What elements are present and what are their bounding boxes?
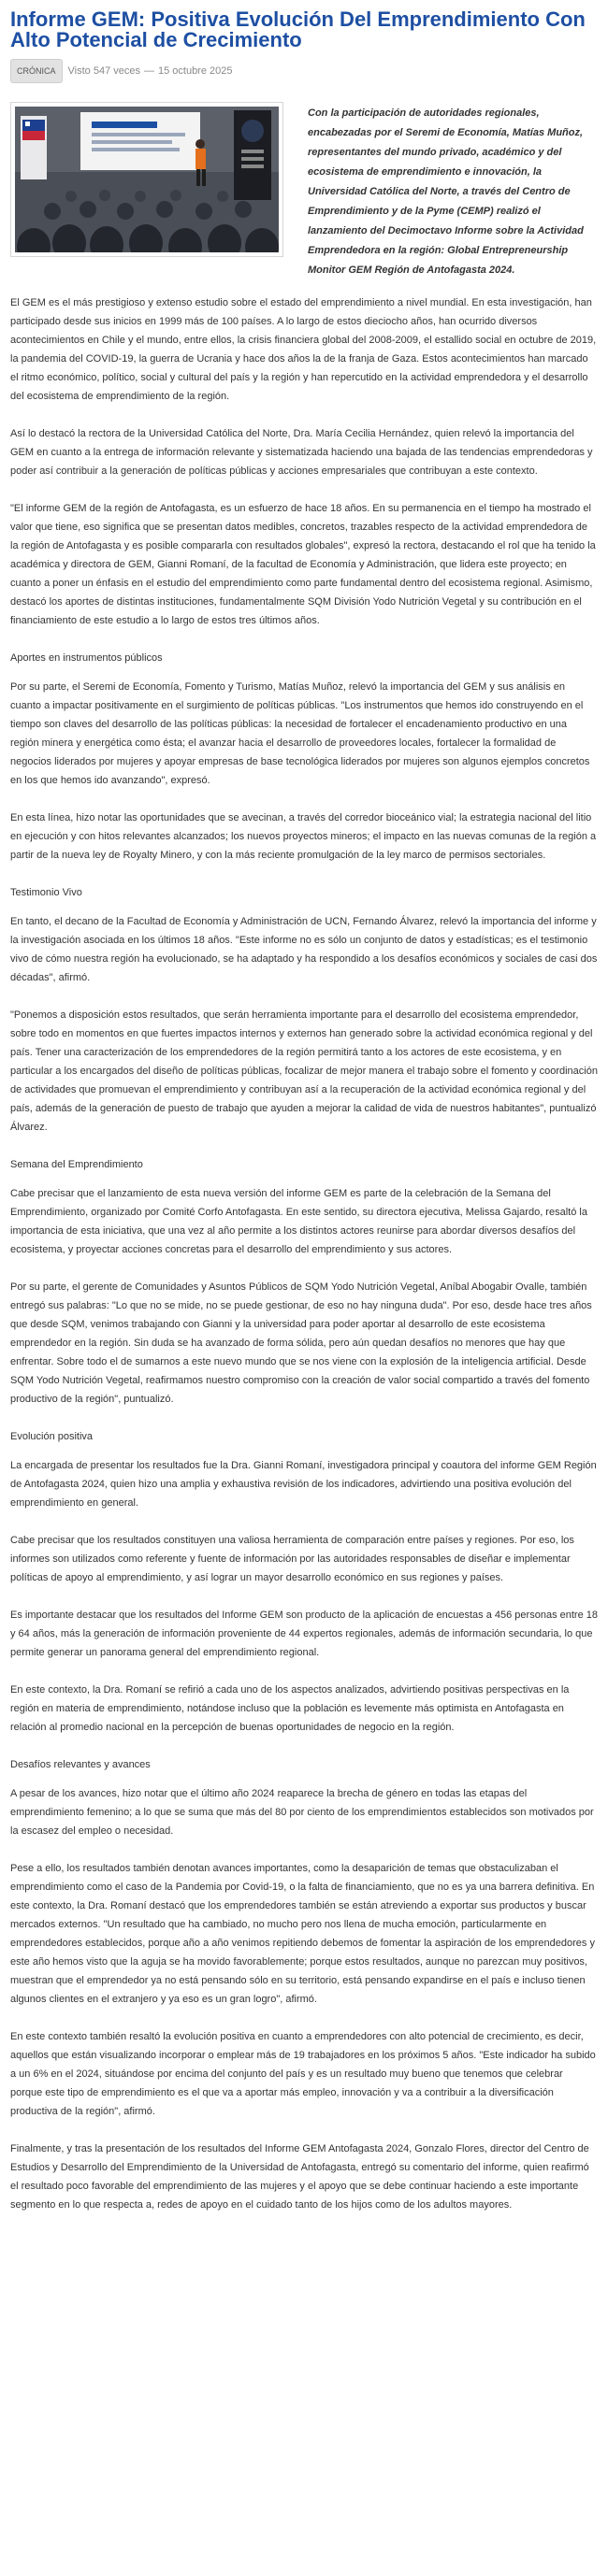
article-title: Informe GEM: Positiva Evolución Del Emprendimiento Con Alto Potencial de Crecimiento [10,7,586,51]
paragraph: En tanto, el decano de la Facultad de Economía y Administración de UCN, Fernando Álvarez, relevó la importancia del informe y la investigación asociada en los últimos 18 años. "Este informe no es sólo un conjunto de datos y estadísticas; es el testimonio vivo de cómo nuestra región ha evolucionado, se ha adaptado y ha respondido a los desafíos económicos y sociales de casi dos décadas", afirmó. [10,916,598,983]
publish-date: 15 octubre 2025 [157,65,233,77]
section-heading: Aportes en instrumentos públicos [10,652,163,664]
paragraph: Finalmente, y tras la presentación de los resultados del Informe GEM Antofagasta 2024, Gonzalo Flores, director del Centro de Estudios y Desarrollo del Emprendimiento de la Universidad de Antofagasta, entregó su comentario del informe, quien reafirmó el resultado poco favorable del emprendimiento de las mujeres y el apoyo que se debe continuar haciendo a este importante segmento en lo que respecta a, redes de apoyo en el cuidado tanto de los hijos como de los adultos mayores. [10,2143,589,2211]
section-heading: Desafíos relevantes y avances [10,1759,151,1770]
paragraph: Cabe precisar que los resultados constituyen una valiosa herramienta de comparación entre países y regiones. Por eso, los informes son utilizados como referente y fuente de información por las autoridades responsables de diseñar e implementar políticas de apoyo al emprendimiento, y así lograr un mayor desarrollo económico en sus regiones y países. [10,1535,574,1583]
paragraph: Por su parte, el Seremi de Economía, Fomento y Turismo, Matías Muñoz, relevó la importancia del GEM y sus análisis en cuanto a impactar positivamente en el surgimiento de políticas públicas. "Los instrumentos que hemos ido construyendo en el tiempo son claves del desarrollo de las políticas públicas: la necesidad de fortalecer el encadenamiento productivo en una región minera y energética como ésta; el avanzar hacia el desarrollo de proveedores locales, fortalecer la formalidad de negocios liderados por mujeres y apoyar empresas de base tecnológica liderados por mujeres son algunos ejemplos concretos en los que hemos ido avanzando", expresó. [10,681,590,786]
article-lead: Con la participación de autoridades regionales, encabezadas por el Seremi de Economía, Matías Muñoz, representantes del mundo privado, académico y del ecosistema de emprendimiento e innovación, la Universidad Católica del Norte, a través del Centro de Emprendimiento y de la Pyme (CEMP) realizó el lanzamiento del Decimoctavo Informe sobre la Actividad Emprendedora en la región: Global Entrepreneurship Monitor GEM Región de Antofagasta 2024. [308,107,584,276]
section-heading: Evolución positiva [10,1431,94,1442]
meta-separator: — [143,65,154,77]
paragraph: "Ponemos a disposición estos resultados, que serán herramienta importante para el desarrollo del ecosistema emprendedor, sobre todo en momentos en que fuertes impactos internos y externos han generado sobre la actividad económica regional y del país. Tener una caracterización de los emprendedores de la región permitirá tanto a los actores de este ecosistema, y en particular a los encargados del diseño de políticas públicas, focalizar de mejor manera el trabajo sobre el fomento y coordinación de actividades que promuevan el emprendimiento y contribuyan así a la recuperación de la actividad económica regional y del país, además de la generación de puesto de trabajo que ayuden a mejorar la calidad de vida de nuestros habitantes", puntualizó Álvarez. [10,1009,598,1133]
paragraph: "El informe GEM de la región de Antofagasta, es un esfuerzo de hace 18 años. En su permanencia en el tiempo ha mostrado el valor que tiene, eso significa que se presentan datos medibles, concretos, trazables respecto de la actividad emprendedora de la región de Antofagasta y es posible compararla con resultados globales", expresó la rectora, destacando el rol que ha tenido la académica y directora de GEM, Gianni Romaní, de la facultad de Economía y Administración, que lidera este proyecto; en cuanto a poner un énfasis en el estudio del emprendimiento como parte fundamental dentro del ecosistema regional. Asimismo, destacó los aportes de distintas instituciones, fundamentalmente SQM División Yodo Nutrición Vegetal y su contribución en el financiamiento de este estudio a lo largo de estos tres últimos años. [10,503,596,626]
section-heading: Testimonio Vivo [10,887,82,898]
paragraph: Así lo destacó la rectora de la Universidad Católica del Norte, Dra. María Cecilia Hernández, quien relevó la importancia del GEM en cuanto a la entrega de información relevante y sistematizada haciendo una bajada de las tendencias emprendedoras y poder así contribuir a la generación de políticas públicas y acciones empresariales que contribuyan a este contexto. [10,428,593,477]
paragraph: En este contexto, la Dra. Romaní se refirió a cada uno de los aspectos analizados, advirtiendo positivas perspectivas en la región en materia de emprendimiento, notándose incluso que la población es levemente más optimista en Antofagasta en relación al promedio nacional en la percepción de buenas oportunidades de negocio en la región. [10,1684,570,1733]
paragraph: A pesar de los avances, hizo notar que el último año 2024 reaparece la brecha de género en todas las etapas del emprendimiento femenino; a lo que se suma que más del 80 por ciento de los emprendimientos establecidos son motivados por la escasez del empleo o necesidad. [10,1788,594,1837]
category-badge[interactable]: CRÓNICA [10,59,63,83]
view-count: Visto 547 veces [67,65,140,77]
paragraph: Cabe precisar que el lanzamiento de esta nueva versión del informe GEM es parte de la celebración de la Semana del Emprendimiento, organizado por Comité Corfo Antofagasta. En este sentido, su directora ejecutiva, Melissa Gajardo, resaltó la importancia de esta iniciativa, que una vez al año permite a los distintos actores reunirse para abordar diversos desafíos del ecosistema, y proyectar acciones concretas para el desarrollo del emprendimiento y sus actores. [10,1188,587,1255]
paragraph: La encargada de presentar los resultados fue la Dra. Gianni Romaní, investigadora principal y coautora del informe GEM Región de Antofagasta 2024, quien hizo una amplia y exhaustiva revisión de los indicadores, advirtiendo una positiva evolución del emprendimiento en general. [10,1460,597,1509]
paragraph: El GEM es el más prestigioso y extenso estudio sobre el estado del emprendimiento a nivel mundial. En esta investigación, han participado desde sus inicios en 1999 más de 100 países. A lo largo de estos dieciocho años, han ocurrido diversos acontecimientos en Chile y el mundo, entre ellos, la crisis financiera global del 2008-2009, el estallido social en octubre de 2019, la pandemia del COVID-19, la guerra de Ucrania y hace dos años la de la franja de Gaza. Estos acontecimientos han marcado el ritmo económico, político, social y cultural del país y la región y han repercutido en la actividad emprendedora y el desarrollo del ecosistema de emprendimiento de la región. [10,297,597,402]
paragraph: En esta línea, hizo notar las oportunidades que se avecinan, a través del corredor bioceánico vial; la estrategia nacional del litio en ejecución y con hitos relevantes alcanzados; los nuevos proyectos mineros; el impacto en las nuevas comunas de la región a partir de la nueva ley de Royalty Minero, y con la más reciente promulgación de la ley marco de permisos sectoriales. [10,812,597,861]
paragraph: En este contexto también resaltó la evolución positiva en cuanto a emprendedores con alto potencial de crecimiento, es decir, aquellos que están visualizando incorporar o emplear más de 19 trabajadores en los próximos 5 años. "Este indicador ha subido a un 6% en el 2024, situándose por encima del conjunto del país y es un resultado muy bueno que tenemos que celebrar porque este tipo de emprendimiento es el que va a aportar más empleo, innovación y va a contribuir a la diversificación productiva de la región", afirmó. [10,2031,596,2117]
paragraph: Es importante destacar que los resultados del Informe GEM son producto de la aplicación de encuestas a 456 personas entre 18 y 64 años, más la generación de información proveniente de 44 expertos regionales, además de información secundaria, lo que permite generar un panorama general del emprendimiento regional. [10,1610,598,1658]
section-heading: Semana del Emprendimiento [10,1159,143,1170]
article-meta [10,59,598,83]
paragraph: Por su parte, el gerente de Comunidades y Asuntos Públicos de SQM Yodo Nutrición Vegetal, Aníbal Abogabir Ovalle, también entregó sus palabras: "Lo que no se mide, no se puede gestionar, de eso no hay ninguna duda". Por eso, desde hace tres años que desde SQM, venimos trabajando con Gianni y la universidad para poder aportar al desarrollo de este ecosistema emprendedor en la región. Sin duda se ha avanzado de forma sólida, pero aún quedan desafíos no menores que hay que enfrentar. Sobre todo el de sumarnos a este nuevo mundo que se nos viene con la explosión de la inteligencia artificial. Desde SQM Yodo Nutrición Vegetal, reafirmamos nuestro compromiso con la creación de valor social compartido a través del fomento productivo de la región", puntualizó. [10,1281,592,1405]
article-photo [10,102,283,257]
lead-block [10,102,598,280]
article-body [10,293,598,2214]
paragraph: Pese a ello, los resultados también denotan avances importantes, como la desaparición de temas que obstaculizaban el emprendimiento como el caso de la Pandemia por Covid-19, o la falta de financiamiento, que no es ya una barrera definitiva. En este contexto, la Dra. Romaní destacó que los emprendedores también se están atreviendo a exportar sus productos y buscar mercados externos. "Un resultado que ha cambiado, no mucho pero nos llena de mucha emoción, particularmente en emprendedores establecidos, porque año a año venimos repitiendo debemos de fomentar la aspiración de los emprendedores y este año hemos visto que la aguja se ha movido favorablemente; porque estos resultados, aunque no parezcan muy positivos, muestran que el emprendedor ya no está pensando sólo en su territorio, está pensando expandirse en el país e incluso tienen algunos clientes en el extranjero y ya eso es un gran logro", afirmó. [10,1863,595,2005]
